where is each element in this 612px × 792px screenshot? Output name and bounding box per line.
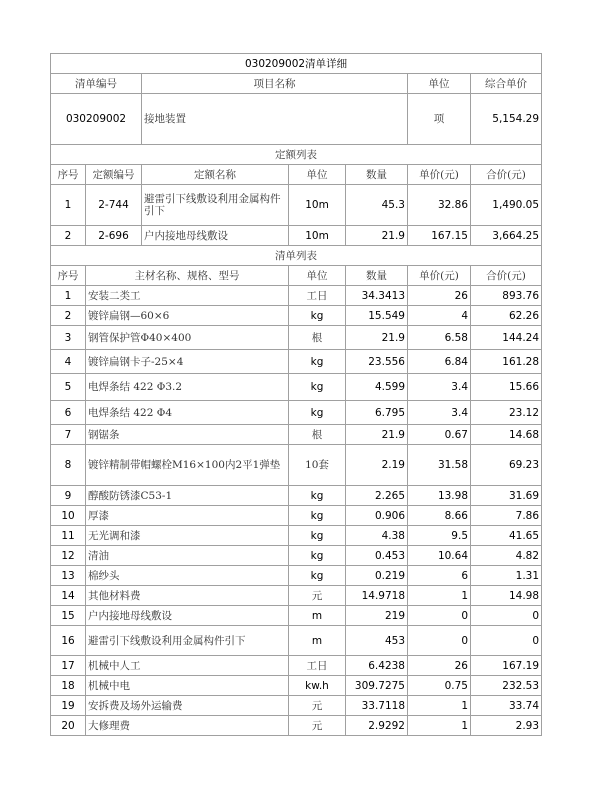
material-header-row [51,266,542,286]
material-price: 0.67 [408,425,471,445]
material-row [51,606,542,626]
material-name: 户内接地母线敷设 [86,606,289,626]
material-name: 镀锌扁钢—60×6 [86,306,289,326]
material-unit: kg [289,374,346,401]
material-total: 41.65 [471,526,542,546]
material-qty: 2.9292 [346,716,408,736]
material-unit: kg [289,401,346,425]
material-total: 1.31 [471,566,542,586]
material-name: 无光调和漆 [86,526,289,546]
material-no: 19 [51,696,86,716]
material-name: 机械中人工 [86,656,289,676]
material-total: 23.12 [471,401,542,425]
item-code: 030209002 [51,94,142,145]
quota-header-qty: 数量 [346,165,408,185]
material-unit: m [289,606,346,626]
material-no: 16 [51,626,86,656]
material-price: 1 [408,696,471,716]
material-no: 17 [51,656,86,676]
material-qty: 2.19 [346,445,408,486]
material-name: 钢管保护管Φ40×400 [86,326,289,350]
material-price: 9.5 [408,526,471,546]
material-no: 4 [51,350,86,374]
material-header-name: 主材名称、规格、型号 [86,266,289,286]
material-header-unit: 单位 [289,266,346,286]
material-row [51,425,542,445]
material-qty: 6.4238 [346,656,408,676]
item-price: 5,154.29 [471,94,542,145]
material-total: 0 [471,626,542,656]
material-name: 钢锯条 [86,425,289,445]
material-row [51,626,542,656]
material-price: 31.58 [408,445,471,486]
material-row [51,374,542,401]
material-unit: 10套 [289,445,346,486]
header-price: 综合单价 [471,74,542,94]
material-total: 31.69 [471,486,542,506]
material-no: 14 [51,586,86,606]
quota-qty: 21.9 [346,226,408,246]
material-no: 8 [51,445,86,486]
material-qty: 2.265 [346,486,408,506]
material-unit: 工日 [289,286,346,306]
material-no: 15 [51,606,86,626]
material-unit: kg [289,306,346,326]
material-qty: 0.453 [346,546,408,566]
material-row [51,445,542,486]
material-total: 4.82 [471,546,542,566]
material-no: 10 [51,506,86,526]
material-name: 避雷引下线敷设利用金属构件引下 [86,626,289,656]
material-price: 1 [408,586,471,606]
material-qty: 15.549 [346,306,408,326]
quota-code: 2-744 [86,185,142,226]
material-name: 棉纱头 [86,566,289,586]
quota-header-name: 定额名称 [142,165,289,185]
material-row [51,401,542,425]
quota-row [51,185,542,226]
material-row [51,566,542,586]
material-unit: 元 [289,586,346,606]
material-no: 18 [51,676,86,696]
material-name: 醇酸防锈漆C53-1 [86,486,289,506]
material-price: 0 [408,606,471,626]
material-qty: 4.599 [346,374,408,401]
material-total: 232.53 [471,676,542,696]
quota-header-no: 序号 [51,165,86,185]
quota-no: 2 [51,226,86,246]
material-unit: 元 [289,716,346,736]
material-no: 20 [51,716,86,736]
material-total: 2.93 [471,716,542,736]
quota-unit: 10m [289,185,346,226]
quota-name: 避雷引下线敷设利用金属构件引下 [142,185,289,226]
material-total: 0 [471,606,542,626]
material-no: 11 [51,526,86,546]
material-row [51,546,542,566]
material-total: 7.86 [471,506,542,526]
material-name: 安装二类工 [86,286,289,306]
quota-code: 2-696 [86,226,142,246]
material-no: 12 [51,546,86,566]
material-row [51,326,542,350]
material-qty: 21.9 [346,326,408,350]
material-unit: kg [289,350,346,374]
material-no: 5 [51,374,86,401]
material-header-price: 单价(元) [408,266,471,286]
material-unit: 工日 [289,656,346,676]
material-name: 大修理费 [86,716,289,736]
material-unit: m [289,626,346,656]
material-row [51,716,542,736]
material-header-total: 合价(元) [471,266,542,286]
material-total: 33.74 [471,696,542,716]
material-unit: 根 [289,425,346,445]
material-qty: 23.556 [346,350,408,374]
material-no: 9 [51,486,86,506]
material-no: 2 [51,306,86,326]
material-unit: kg [289,566,346,586]
material-name: 机械中电 [86,676,289,696]
material-price: 8.66 [408,506,471,526]
material-no: 13 [51,566,86,586]
material-total: 161.28 [471,350,542,374]
quota-header-price: 单价(元) [408,165,471,185]
bill-detail-table [50,53,542,736]
quota-row [51,226,542,246]
quota-price: 167.15 [408,226,471,246]
quota-unit: 10m [289,226,346,246]
material-row [51,696,542,716]
material-qty: 453 [346,626,408,656]
material-name: 其他材料费 [86,586,289,606]
material-price: 26 [408,286,471,306]
material-qty: 34.3413 [346,286,408,306]
material-price: 6.58 [408,326,471,350]
material-unit: kg [289,526,346,546]
header-unit: 单位 [408,74,471,94]
material-unit: kg [289,546,346,566]
material-price: 13.98 [408,486,471,506]
material-unit: kg [289,486,346,506]
material-unit: kg [289,506,346,526]
material-header-qty: 数量 [346,266,408,286]
material-price: 1 [408,716,471,736]
material-name: 电焊条结 422 Φ4 [86,401,289,425]
material-price: 6 [408,566,471,586]
material-name: 镀锌扁钢卡子-25×4 [86,350,289,374]
material-price: 6.84 [408,350,471,374]
material-qty: 33.7118 [346,696,408,716]
material-section-title: 清单列表 [51,246,542,266]
material-name: 电焊条结 422 Φ3.2 [86,374,289,401]
material-price: 3.4 [408,401,471,425]
material-no: 7 [51,425,86,445]
material-name: 厚漆 [86,506,289,526]
quota-header-row [51,165,542,185]
material-total: 893.76 [471,286,542,306]
item-name: 接地装置 [142,94,408,145]
material-no: 1 [51,286,86,306]
material-qty: 6.795 [346,401,408,425]
material-unit: 根 [289,326,346,350]
material-total: 167.19 [471,656,542,676]
quota-total: 1,490.05 [471,185,542,226]
sheet-title: 030209002清单详细 [51,54,542,74]
item-row [51,94,542,145]
material-unit: kw.h [289,676,346,696]
material-qty: 21.9 [346,425,408,445]
material-qty: 4.38 [346,526,408,546]
material-row [51,676,542,696]
item-header-row [51,74,542,94]
material-total: 14.98 [471,586,542,606]
material-total: 15.66 [471,374,542,401]
material-row [51,350,542,374]
quota-section-title-row [51,145,542,165]
quota-total: 3,664.25 [471,226,542,246]
material-no: 6 [51,401,86,425]
material-header-no: 序号 [51,266,86,286]
material-no: 3 [51,326,86,350]
quota-header-code: 定额编号 [86,165,142,185]
material-row [51,586,542,606]
header-code: 清单编号 [51,74,142,94]
material-price: 26 [408,656,471,676]
material-price: 0.75 [408,676,471,696]
quota-header-unit: 单位 [289,165,346,185]
title-row [51,54,542,74]
quota-qty: 45.3 [346,185,408,226]
material-qty: 309.7275 [346,676,408,696]
material-total: 14.68 [471,425,542,445]
quota-price: 32.86 [408,185,471,226]
material-section-title-row [51,246,542,266]
material-name: 安拆费及场外运输费 [86,696,289,716]
material-row [51,286,542,306]
quota-header-total: 合价(元) [471,165,542,185]
material-row [51,526,542,546]
material-price: 0 [408,626,471,656]
material-total: 144.24 [471,326,542,350]
material-unit: 元 [289,696,346,716]
quota-name: 户内接地母线敷设 [142,226,289,246]
material-qty: 14.9718 [346,586,408,606]
item-unit: 项 [408,94,471,145]
quota-no: 1 [51,185,86,226]
material-price: 10.64 [408,546,471,566]
material-name: 清油 [86,546,289,566]
material-total: 62.26 [471,306,542,326]
material-qty: 0.906 [346,506,408,526]
material-price: 4 [408,306,471,326]
quota-section-title: 定额列表 [51,145,542,165]
material-price: 3.4 [408,374,471,401]
material-row [51,306,542,326]
material-row [51,506,542,526]
material-name: 镀锌精制带帽螺栓M16×100内2平1弹垫 [86,445,289,486]
material-qty: 0.219 [346,566,408,586]
header-name: 项目名称 [142,74,408,94]
material-row [51,656,542,676]
material-total: 69.23 [471,445,542,486]
material-qty: 219 [346,606,408,626]
material-row [51,486,542,506]
